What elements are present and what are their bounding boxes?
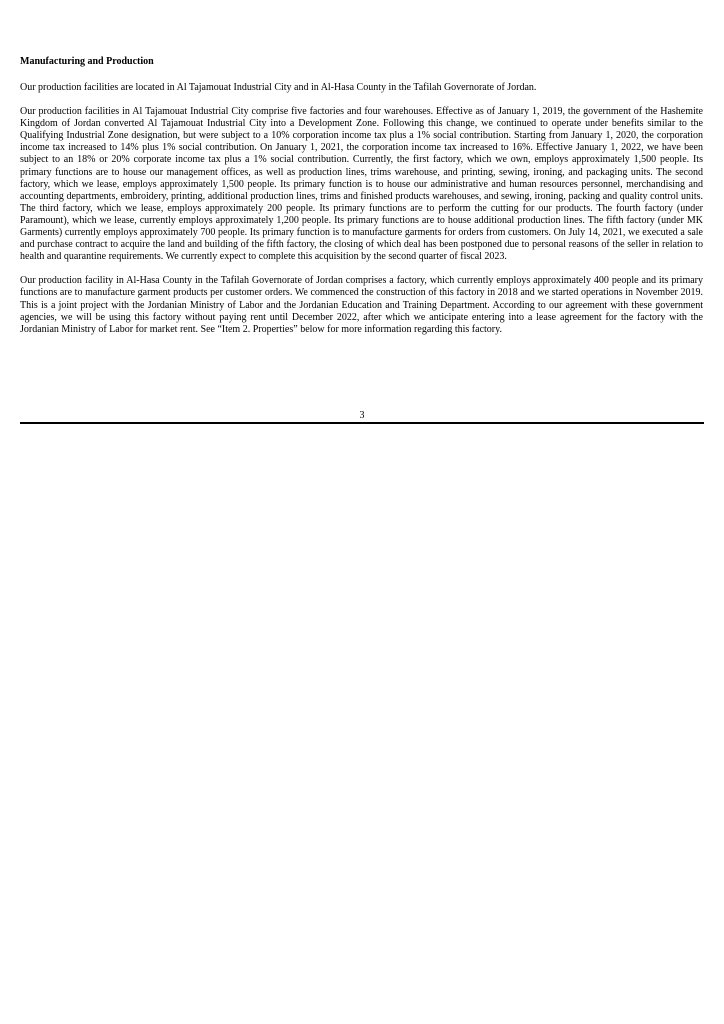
page-number: 3 [359, 410, 365, 421]
paragraph-tajamouat-facilities: Our production facilities in Al Tajamouat Industrial City comprise five factories and four warehouses. Effective as of January 1, 2019, the government of the Hashemite Kingdom of Jordan converted Al Tajamouat Industrial City into a Development Zone. Following this change, we continued to operate under benefits similar to the Qualifying Industrial Zone designation, but were subject to a 10% corporation income tax plus a 1% social contribution. Starting from January 1, 2020, the corporation income tax increased to 14% plus 1% social contribution. On January 1, 2021, the corporation income tax increased to 16%. Effective January 1, 2022, we have been subject to an 18% or 20% corporate income tax plus a 1% social contribution. Currently, the first factory, which we own, employs approximately 1,500 people. Its primary functions are to house our management offices, as well as production lines, trims warehouse, and printing, sewing, ironing, and packaging units. The second factory, which we lease, employs approximately 1,500 people. Its primary function is to house our administrative and human resources personnel, merchandising and accounting departments, embroidery, printing, additional production lines, trims and finished products warehouses, and sewing, ironing, packing and quality control units. The third factory, which we lease, employs approximately 200 people. Its primary functions are to perform the cutting for our products. The fourth factory (under Paramount), which we lease, currently employs approximately 1,200 people. Its primary functions are to house additional production lines. The fifth factory (under MK Garments) currently employs approximately 700 people. Its primary function is to manufacture garments for orders from customers. On July 14, 2021, we executed a sale and purchase contract to acquire the land and building of the fifth factory, the closing of which deal has been postponed due to personal reasons of the seller in relation to health and quarantine requirements. We currently expect to complete this acquisition by the second quarter of fiscal 2023. [20, 106, 703, 263]
section-heading: Manufacturing and Production [20, 56, 154, 67]
paragraph-al-hasa-facility: Our production facility in Al-Hasa County in the Tafilah Governorate of Jordan comprises a factory, which currently employs approximately 400 people and its primary functions are to manufacture garment products per customer orders. We commenced the construction of this factory in 2018 and we started operations in November 2019. This is a joint project with the Jordanian Ministry of Labor and the Jordanian Education and Training Department. According to our agreement with these government agencies, we will be using this factory without paying rent until December 2022, after which we anticipate entering into a lease agreement for the factory with the Jordanian Ministry of Labor for market rent. See “Item 2. Properties” below for more information regarding this factory. [20, 275, 703, 335]
paragraph-facilities-location: Our production facilities are located in Al Tajamouat Industrial City and in Al-Hasa County in the Tafilah Governorate of Jordan. [20, 82, 537, 93]
footer-divider [20, 422, 704, 424]
document-body [20, 55, 703, 348]
